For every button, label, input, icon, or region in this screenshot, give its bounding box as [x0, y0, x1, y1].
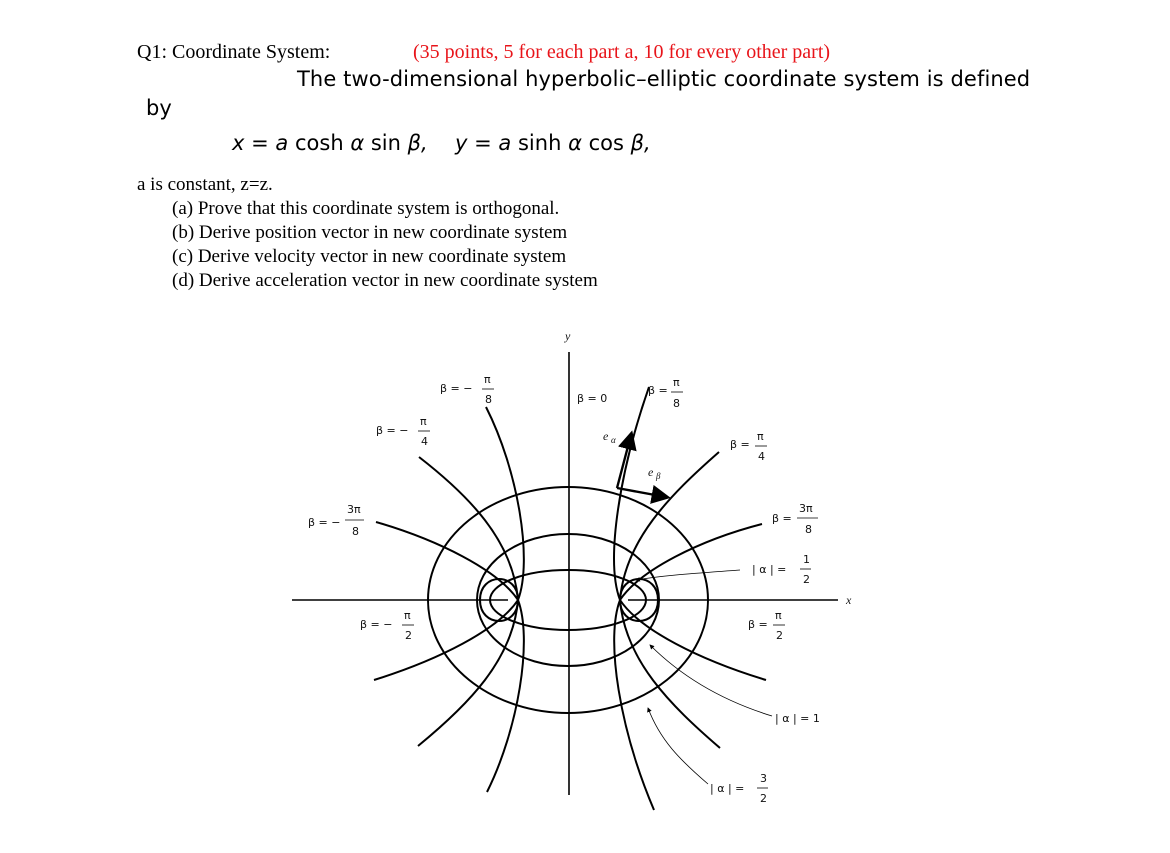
part-d: (d) Derive acceleration vector in new coordinate system — [172, 270, 598, 291]
frac-mpi4-den: 4 — [421, 435, 428, 448]
points-note: (35 points, 5 for each part a, 10 for every other part) — [413, 41, 831, 63]
eq-y-a: a — [498, 131, 512, 155]
eq-y-alpha: α — [568, 131, 582, 155]
label-beta-mpi2: β = − — [360, 618, 393, 631]
eq-y-var: y — [455, 131, 468, 155]
question-title: Q1: Coordinate System: — [137, 41, 331, 63]
frac-pi8-den: 8 — [673, 397, 680, 410]
label-alpha-half: | α | = — [752, 563, 787, 576]
label-beta-pi8: β = — [648, 384, 668, 397]
eq-y-beta: β, — [630, 131, 651, 155]
frac-three-half-den: 2 — [760, 792, 767, 805]
label-alpha-one: | α | = 1 — [775, 712, 820, 725]
label-beta-3pi8: β = — [772, 512, 792, 525]
eq-equals: = — [251, 131, 269, 155]
frac-pi4-num: π — [757, 430, 764, 443]
eq-x-var: x — [232, 131, 245, 155]
beta-mpi8-upper — [486, 407, 524, 600]
beta-mpi4-lower — [418, 600, 518, 746]
eq-y-sinh: sinh — [517, 131, 562, 155]
frac-three-half-num: 3 — [760, 772, 767, 785]
eq-x-cosh: cosh — [294, 131, 344, 155]
frac-3pi8-num: 3π — [799, 502, 813, 515]
label-beta-pi4: β = — [730, 438, 750, 451]
eq-x-beta: β, — [407, 131, 428, 155]
intro-line-2: by — [146, 96, 172, 120]
beta-pi4-upper — [620, 452, 719, 600]
part-b: (b) Derive position vector in new coordinate system — [172, 222, 568, 243]
label-e-alpha: e — [603, 429, 609, 443]
frac-mpi8-den: 8 — [485, 393, 492, 406]
part-c: (c) Derive velocity vector in new coordinate system — [172, 246, 567, 267]
frac-pi4-den: 4 — [758, 450, 765, 463]
eq-x-a: a — [275, 131, 289, 155]
frac-mpi4-num: π — [420, 415, 427, 428]
leader-alpha-three-half — [648, 708, 708, 784]
frac-mpi8-num: π — [484, 373, 491, 386]
y-axis-label: y — [565, 329, 571, 343]
frac-m3pi8-den: 8 — [352, 525, 359, 538]
eq-equals: = — [474, 131, 492, 155]
label-e-alpha-sub: α — [611, 435, 616, 445]
label-e-beta-sub: β — [656, 471, 661, 481]
frac-mpi2-den: 2 — [405, 629, 412, 642]
label-e-beta: e — [648, 465, 654, 479]
frac-3pi8-den: 8 — [805, 523, 812, 536]
label-beta-mpi4: β = − — [376, 424, 409, 437]
eq-y-cos: cos — [588, 131, 624, 155]
label-beta-m3pi8: β = − — [308, 516, 341, 529]
eq-x-alpha: α — [350, 131, 365, 155]
eq-x-sin: sin — [370, 131, 401, 155]
label-beta-0: β = 0 — [577, 392, 608, 405]
frac-half-den: 2 — [803, 573, 810, 586]
x-axis-label: x — [846, 593, 852, 607]
label-beta-pi2: β = — [748, 618, 768, 631]
leader-alpha-one — [650, 645, 772, 716]
frac-pi2-num: π — [775, 609, 782, 622]
frac-m3pi8-num: 3π — [347, 503, 361, 516]
frac-pi2-den: 2 — [776, 629, 783, 642]
intro-line-1: The two-dimensional hyperbolic–elliptic coordinate system is defined — [297, 67, 1031, 91]
frac-mpi2-num: π — [404, 609, 411, 622]
beta-3pi8-lower — [620, 600, 766, 680]
label-beta-mpi8: β = − — [440, 382, 473, 395]
constant-note: a is constant, z=z. — [137, 174, 273, 195]
frac-pi8-num: π — [673, 376, 680, 389]
frac-half-num: 1 — [803, 553, 810, 566]
part-a: (a) Prove that this coordinate system is orthogonal. — [172, 198, 560, 219]
label-alpha-three-half: | α | = — [710, 782, 745, 795]
